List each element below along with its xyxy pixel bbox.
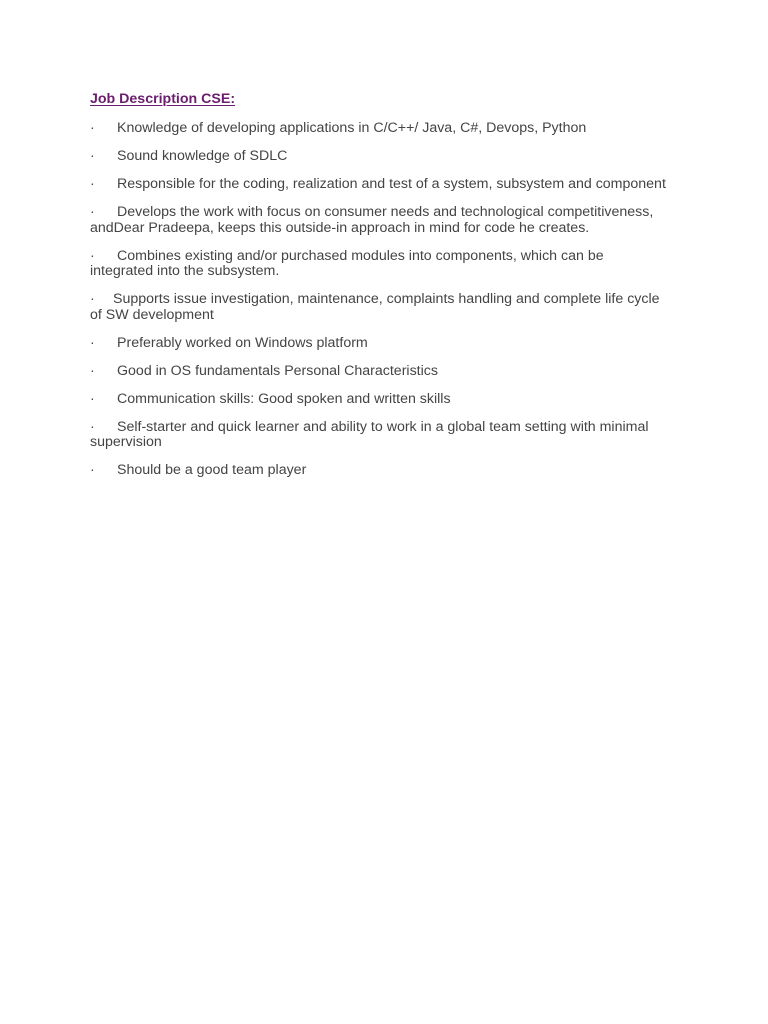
bullet: · [90,120,95,136]
list-item [90,463,670,479]
list-item [90,336,670,352]
list-item-text: Knowledge of developing applications in C/C++/ Java, C#, Devops, Python [117,120,587,136]
list-item-text: Self-starter and quick learner and ability to work in a global team setting with minimal supervision [90,418,649,450]
list-item-text: Combines existing and/or purchased modules into components, which can be integrated into the subsystem. [90,247,604,279]
list-item [90,205,670,236]
list-item [90,364,670,380]
list-item-text: Good in OS fundamentals Personal Characteristics [117,362,438,379]
list-item [90,420,670,451]
bullet: · [90,334,95,351]
list-item [90,249,670,280]
bullet: · [90,176,95,192]
bullet: · [90,462,95,478]
bullet: · [90,291,95,307]
bullet: · [90,418,95,435]
list-item [90,149,670,165]
bullet: · [90,390,95,407]
list-item-text: Communication skills: Good spoken and written skills [117,390,451,407]
bullet: · [90,204,95,220]
list-item-text: Preferably worked on Windows platform [117,334,368,351]
bullet: · [90,247,95,264]
list-item [90,177,670,193]
list-item-text: Sound knowledge of SDLC [117,148,288,164]
job-description-heading: Job Description CSE: [90,91,236,107]
list-item-text: Should be a good team player [117,462,307,478]
list-item-text: Responsible for the coding, realization and test of a system, subsystem and component [117,176,666,192]
list-item [90,292,670,323]
list-item-text: Develops the work with focus on consumer needs and technological competitiveness, andDear Pradeepa, keeps this outside-in approach in mind for code he creates. [90,204,654,236]
list-item-text: Supports issue investigation, maintenance, complaints handling and complete life cycle of SW development [90,291,660,323]
document-body [90,90,670,491]
bullet: · [90,362,95,379]
list-item [90,392,670,408]
bullet: · [90,148,95,164]
list-item [90,121,670,137]
